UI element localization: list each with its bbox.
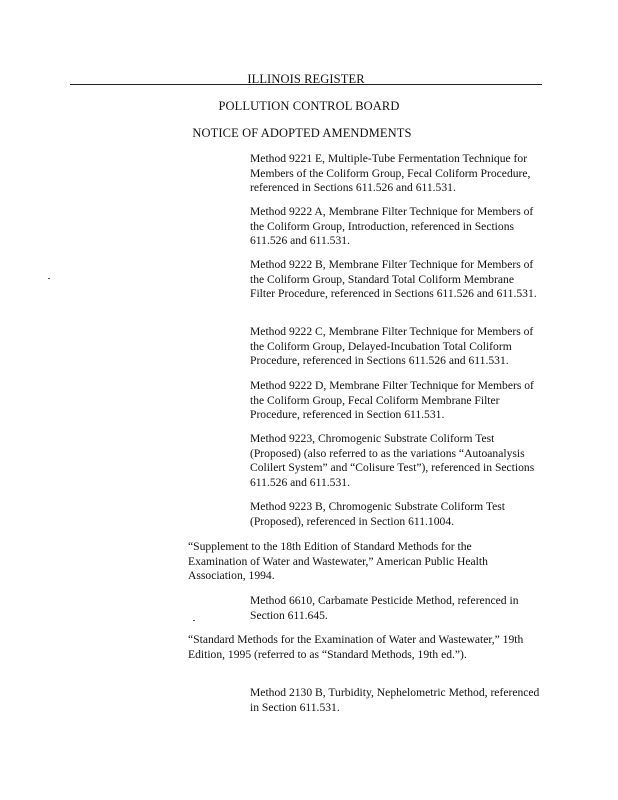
- margin-mark: [48, 278, 50, 279]
- method-9222c-paragraph: Method 9222 C, Membrane Filter Technique for Members of the Coliform Group, Delayed-Incubation Total Coliform Procedure, referenced in Sections 611.526 and 611.531.: [250, 325, 534, 368]
- register-title: ILLINOIS REGISTER: [247, 72, 365, 86]
- margin-mark: [193, 620, 195, 621]
- supplement-18th-paragraph: “Supplement to the 18th Edition of Standard Methods for the Examination of Water and Wastewater,” American Public Health Association, 1994.: [188, 540, 488, 583]
- board-title: POLLUTION CONTROL BOARD: [218, 99, 400, 113]
- standard-methods-19th-paragraph: “Standard Methods for the Examination of Water and Wastewater,” 19th Edition, 1995 (referred to as “Standard Methods, 19th ed.”).: [188, 633, 524, 661]
- method-9221e-paragraph: Method 9221 E, Multiple-Tube Fermentation Technique for Members of the Coliform Group, Fecal Coliform Procedure, referenced in Sections 611.526 and 611.531.: [250, 152, 531, 195]
- method-9223-paragraph: Method 9223, Chromogenic Substrate Coliform Test (Proposed) (also referred to as the variations “Autoanalysis Colilert System” and “Colisure Test”), referenced in Sections 611.526 and 611.531.: [250, 432, 535, 489]
- method-9222a-paragraph: Method 9222 A, Membrane Filter Technique for Members of the Coliform Group, Introduction, referenced in Sections 611.526 and 611.531.: [250, 205, 534, 248]
- method-9222b-paragraph: Method 9222 B, Membrane Filter Technique for Members of the Coliform Group, Standard Total Coliform Membrane Filter Procedure, referenced in Sections 611.526 and 611.531.: [250, 258, 537, 301]
- method-9223b-paragraph: Method 9223 B, Chromogenic Substrate Coliform Test (Proposed), referenced in Section 611.1004.: [250, 500, 505, 528]
- notice-title: NOTICE OF ADOPTED AMENDMENTS: [192, 126, 412, 140]
- method-9222d-paragraph: Method 9222 D, Membrane Filter Technique for Members of the Coliform Group, Fecal Coliform Membrane Filter Procedure, referenced in Section 611.531.: [250, 379, 534, 422]
- method-6610-paragraph: Method 6610, Carbamate Pesticide Method, referenced in Section 611.645.: [250, 594, 519, 622]
- method-2130b-paragraph: Method 2130 B, Turbidity, Nephelometric Method, referenced in Section 611.531.: [250, 686, 540, 714]
